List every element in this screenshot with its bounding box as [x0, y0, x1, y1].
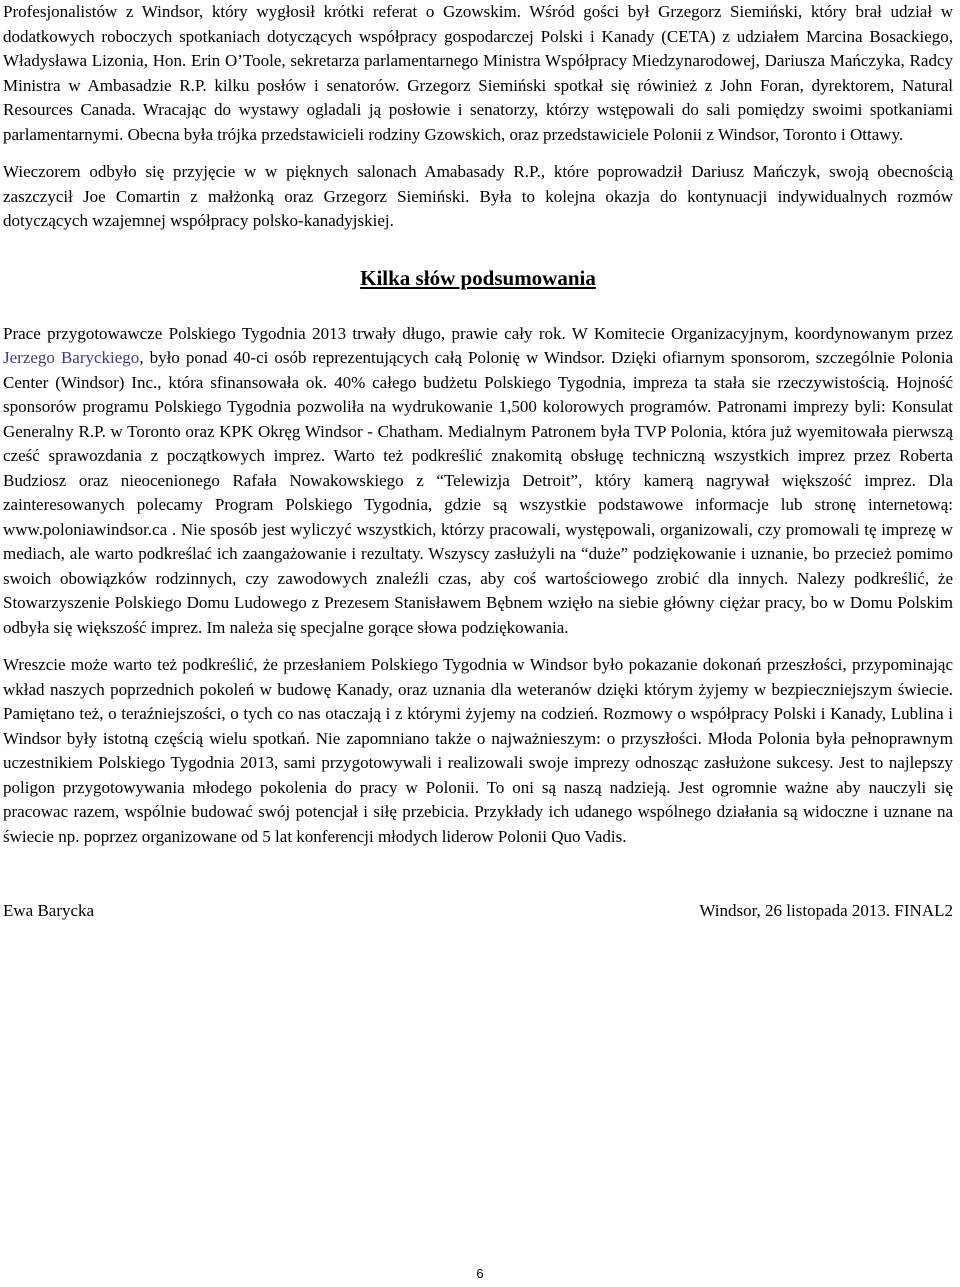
paragraph-closing: Wreszcie może warto też podkreślić, że przesłaniem Polskiego Tygodnia w Windsor było pokazanie dokonań przeszłości, przypominając wkład naszych poprzednich pokoleń w budowę Kanady, oraz uznania dla weteranów dzięki którym żyjemy w bezpieczniejszym świecie. Pamiętano też, o teraźniejszości, o tych co nas otaczają i z którymi żyjemy na codzień. Rozmowy o współpracy Polski i Kanady, Lublina i Windsor były istotną częścią wielu spotkań. Nie zapomniano także o najważnieszym: o przyszłości. Młoda Polonia była pełnoprawnym uczestnikiem Polskiego Tygodnia 2013, sami przygotowywali i realizowali swoje imprezy odnosząc zasłużone sukcesy. Jest to najlepszy poligon przygotowywania młodego pokolenia do pracy w Polonii. To oni są naszą nadzieją. Jest ogromnie ważne aby nauczyli się pracowac razem, wspólnie budować swój potencjał i siłę przebicia. Przykłady ich udanego wspólnego działania są widoczne i uznane na świecie np. poprzez organizowane od 5 lat konferencji młodych liderow Polonii Quo Vadis.: [3, 655, 953, 846]
paragraph-summary: [3, 322, 953, 641]
paragraph-reception: Wieczorem odbyło się przyjęcie w w pięknych salonach Amabasady R.P., które poprowadził Dariusz Mańczyk, swoją obecnością zaszczycił Joe Comartin z małżonką oraz Grzegorz Siemiński. Była to kolejna okazja do kontynuacji indywidualnych rozmów dotyczących wzajemnej współpracy polsko-kanadyjskiej.: [3, 162, 953, 230]
section-title: Kilka słów podsumowania: [360, 265, 596, 290]
paragraph-intro: Profesjonalistów z Windsor, który wygłosił krótki referat o Gzowskim. Wśród gości był Grzegorz Siemiński, który brał udział w dodatkowych roboczych spotkaniach dotyczących współpracy gospodarczej Polski i Kanady (CETA) z udziałem Marcina Bosackiego, Władysława Lizonia, Hon. Erin O’Toole, sekretarza parlamentarnego Ministra Współpracy Miedzynarodowej, Dariusza Mańczyka, Radcy Ministra w Ambasadzie R.P. kilku posłów i senatorów. Grzegorz Siemiński spotkał się rówinież z John Foran, dyrektorem, Natural Resources Canada. Wracając do wystawy ogladali ją posłowie i senatorzy, którzy wstępowali do sali pomiędzy swoimi spotkaniami parlamentarnymi. Obecna była trójka przedstawicieli rodziny Gzowskich, oraz przedstawiciele Polonii z Windsor, Toronto i Ottawy.: [3, 2, 953, 144]
highlighted-name: Jerzego Baryckiego: [3, 348, 140, 367]
document-page: [3, 0, 953, 924]
summary-text-rest: , było ponad 40-ci osób reprezentujących całą Polonię w Windsor. Dzięki ofiarnym sponsorom, szczególnie Polonia Center (Windsor) Inc., która sfinansowała ok. 40% całego budżetu Polskiego Tygodnia, impreza ta stała sie rzeczywistością. Hojność sponsorów programu Polskiego Tygodnia pozwoliła na wydrukowanie 1,500 kolorowych programów. Patronami imprezy byli: Konsulat Generalny R.P. w Toronto oraz KPK Okręg Windsor - Chatham. Medialnym Patronem była TVP Polonia, która już wyemitowała pierwszą cześć sprawozdania z początkowych imprez. Warto też podkreślić znakomitą obsługę techniczną wszystkich imprez przez Roberta Budziosz oraz nieocenionego Rafała Nowakowskiego z “Telewizja Detroit”, który kamerą nagrywał większość imprez. Dla zainteresowanych polecamy Program Polskiego Tygodnia, gdzie są wszystkie podstawowe informacje lub stronę internetową: www.poloniawindsor.ca . Nie sposób jest wyliczyć wszystkich, którzy pracowali, występowali, organizowali, czy promowali tę imprezę w mediach, ale warto podkreślać ich zaangażowanie i rezultaty. Wszyscy zasłużyli na “duże” podziękowanie i uznanie, bo przecież pomimo swoich obowiązków rodzinnych, czy zawodowych znaleźli czas, aby coś wartościowego zrobić dla innych. Nalezy podkreślić, że Stowarzyszenie Polskiego Domu Ludowego z Prezesem Stanisławem Bębnem wzięło na siebie główny ciężar pracy, bo w Domu Polskim odbyła się większość imprez. Im należa się specjalne gorące słowa podziękowania.: [3, 348, 953, 637]
author-name: Ewa Barycka: [3, 901, 95, 920]
signature-row: [3, 899, 953, 924]
page-number: 6: [476, 1266, 484, 1281]
place-date: Windsor, 26 listopada 2013. FINAL2: [699, 901, 953, 920]
summary-text-start: Prace przygotowawcze Polskiego Tygodnia 2013 trwały długo, prawie cały rok. W Komitecie Organizacyjnym, koordynowanym przez: [3, 323, 953, 343]
